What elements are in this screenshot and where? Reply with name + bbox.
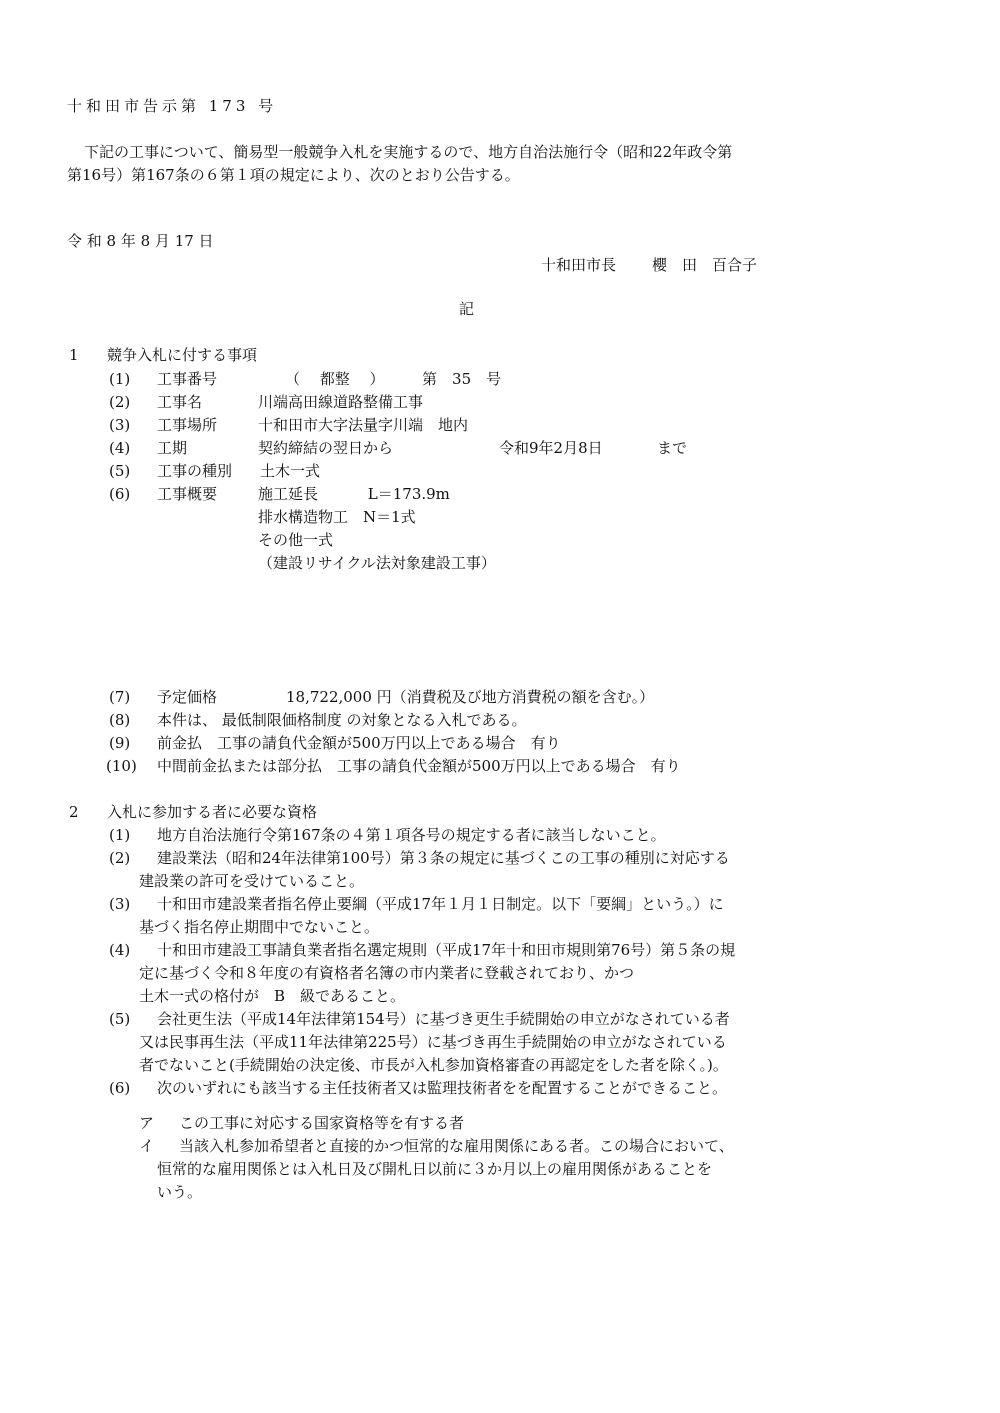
- qualification-text: 地方自治法施行令第167条の４第１項各号の規定する者に該当しないこと。: [157, 826, 666, 844]
- item-value-period-start: 契約締結の翌日から: [258, 439, 394, 457]
- item-number: (4): [109, 439, 131, 457]
- qualification-text: 建設業法（昭和24年法律第100号）第３条の規定に基づくこの工事の種別に対応する: [157, 849, 730, 867]
- item-number: (6): [109, 485, 131, 503]
- item-number: (2): [109, 393, 131, 411]
- item-number: (1): [109, 826, 131, 844]
- item-value-summary-length: 施工延長 L＝173.9m: [258, 485, 450, 503]
- item-number: (7): [109, 688, 131, 706]
- qualification-text: 十和田市建設工事請負業者指名選定規則（平成17年十和田市規則第76号）第５条の規: [157, 941, 736, 959]
- item-label-estimated-price: 予定価格: [157, 688, 218, 706]
- qualification-text: 基づく指名停止期間中でないこと。: [139, 918, 380, 936]
- item-number: (4): [109, 941, 131, 959]
- qualification-text: 定に基づく令和８年度の有資格者名簿の市内業者に登載されており、かつ: [139, 964, 635, 982]
- intro-line-2: 第16号）第167条の６第１項の規定により、次のとおり公告する。: [67, 166, 520, 184]
- section1-title: 競争入札に付する事項: [107, 346, 258, 364]
- item-value-work-number: （ 都整 ） 第 35 号: [285, 370, 502, 388]
- notice-date: 令 和 8 年 8 月 17 日: [67, 232, 214, 250]
- qualification-text: 十和田市建設業者指名停止要綱（平成17年１月１日制定。以下「要綱」という。）に: [157, 895, 724, 913]
- sub-item-text: 恒常的な雇用関係とは入札日及び開札日以前に３か月以上の雇用関係があることを: [157, 1160, 713, 1178]
- qualification-text: 者でないこと(手続開始の決定後、市長が入札参加資格審査の再認定をした者を除く。)。: [139, 1056, 728, 1074]
- item-text-advance-payment: 前金払 工事の請負代金額が500万円以上である場合 有り: [157, 734, 561, 752]
- item-label-work-location: 工事場所: [157, 416, 218, 434]
- item-number: (5): [109, 462, 131, 480]
- issuer-title: 十和田市長: [541, 256, 617, 274]
- sub-item-text: いう。: [157, 1183, 203, 1201]
- item-number: (2): [109, 849, 131, 867]
- item-number: (8): [109, 711, 131, 729]
- item-number: (6): [109, 1079, 131, 1097]
- item-text-interim-payment: 中間前金払または部分払 工事の請負代金額が500万円以上である場合 有り: [157, 757, 681, 775]
- qualification-text: 建設業の許可を受けていること。: [139, 872, 365, 890]
- item-value-period-made: まで: [657, 439, 688, 457]
- item-number: (5): [109, 1010, 131, 1028]
- item-value-summary-recycle: （建設リサイクル法対象建設工事）: [258, 554, 496, 572]
- sub-item-mark: ア: [139, 1114, 155, 1132]
- item-label-work-number: 工事番号: [157, 370, 218, 388]
- item-text-minimum-price: 本件は、 最低制限価格制度 の対象となる入札である。: [157, 711, 527, 729]
- item-label-work-name: 工事名: [157, 393, 203, 411]
- notice-number: 十和田市告示第 173 号: [67, 97, 278, 115]
- section2-title: 入札に参加する者に必要な資格: [107, 803, 318, 821]
- qualification-text: 土木一式の格付が B 級であること。: [139, 987, 406, 1005]
- item-label-work-period: 工期: [157, 439, 188, 457]
- item-value-work-location: 十和田市大字法量字川端 地内: [258, 416, 469, 434]
- item-value-summary-drainage: 排水構造物工 N＝1式: [258, 508, 416, 526]
- sub-item-mark: イ: [139, 1137, 155, 1155]
- section2-number: 2: [69, 803, 79, 821]
- item-label-work-type: 工事の種別: [157, 462, 233, 480]
- item-value-work-name: 川端高田線道路整備工事: [258, 393, 424, 411]
- ki-heading: 記: [459, 300, 475, 318]
- item-number: (10): [106, 757, 137, 775]
- qualification-text: 会社更生法（平成14年法律第154号）に基づき更生手続開始の申立がなされている者: [157, 1010, 730, 1028]
- section1-number: 1: [69, 346, 79, 364]
- item-value-period-end: 令和9年2月8日: [499, 439, 603, 457]
- intro-line-1: 下記の工事について、簡易型一般競争入札を実施するので、地方自治法施行令（昭和22年政令第: [84, 143, 733, 161]
- item-number: (3): [109, 416, 131, 434]
- item-value-summary-other: その他一式: [258, 531, 334, 549]
- qualification-text: 次のいずれにも該当する主任技術者又は監理技術者をを配置することができること。: [157, 1079, 728, 1097]
- issuer-name: 櫻 田 百合子: [652, 256, 758, 274]
- item-number: (3): [109, 895, 131, 913]
- item-number: (1): [109, 370, 131, 388]
- item-value-estimated-price: 18,722,000 円（消費税及び地方消費税の額を含む。）: [286, 688, 655, 706]
- item-value-work-type: 土木一式: [260, 462, 321, 480]
- qualification-text: 又は民事再生法（平成11年法律第225号）に基づき再生手続開始の申立がなされている: [139, 1033, 727, 1051]
- item-label-work-summary: 工事概要: [157, 485, 218, 503]
- sub-item-text: 当該入札参加希望者と直接的かつ恒常的な雇用関係にある者。この場合において、: [179, 1137, 734, 1155]
- sub-item-text: この工事に対応する国家資格等を有する者: [179, 1114, 465, 1132]
- item-number: (9): [109, 734, 131, 752]
